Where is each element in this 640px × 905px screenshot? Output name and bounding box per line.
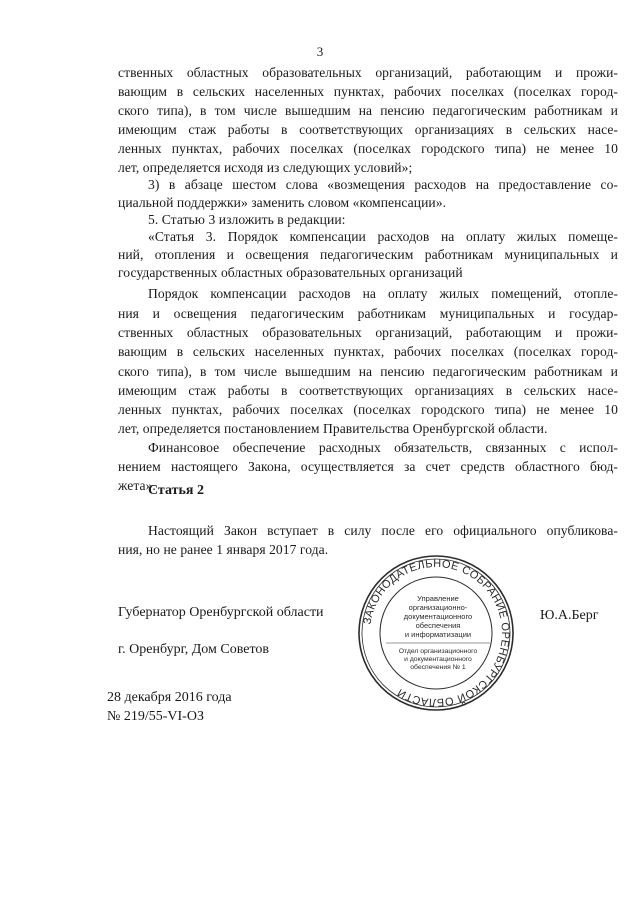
stamp-line: и документационного <box>404 656 472 663</box>
text-line: циальной поддержки» заменить словом «компенсации». <box>118 195 447 210</box>
text-line: ленных пунктах, рабочих поселках (поселках городского типа) не менее 10 <box>118 402 618 417</box>
official-stamp <box>356 553 516 713</box>
text-line: ственных областных образовательных организаций, работающим и прожи- <box>118 325 618 340</box>
text-line: лет, определяется постановлением Правительства Оренбургской области. <box>118 421 548 436</box>
text-line: ского типа), в том числе вышедшим на пенсию педагогическим работникам и <box>118 364 618 379</box>
stamp-line: и информатизации <box>404 630 472 639</box>
text-line: Порядок компенсации расходов на оплату жилых помещений, отопле- <box>148 286 618 301</box>
governor-title: Губернатор Оренбургской области <box>118 605 324 620</box>
text-line: «Статья 3. Порядок компенсации расходов на оплату жилых помеще- <box>148 229 618 244</box>
text-line: ского типа), в том числе вышедшим на пенсию педагогическим работникам и <box>118 103 618 118</box>
stamp-line: обеспечения <box>415 621 461 630</box>
date: 28 декабря 2016 года <box>107 690 232 705</box>
text-line: имеющим стаж работы в соответствующих организациях в сельских насе- <box>118 383 618 398</box>
text-line: Настоящий Закон вступает в силу после его официального опубликова- <box>148 523 618 538</box>
governor-name: Ю.А.Берг <box>540 608 599 623</box>
text-line: 3) в абзаце шестом слова «возмещения расходов на предоставление со- <box>148 177 618 192</box>
text-line: нением настоящего Закона, осуществляется за счет средств областного бюд- <box>118 459 618 474</box>
text-line: ний, отопления и освещения педагогическим работникам муниципальных и <box>118 247 618 262</box>
stamp-outer-text: ЗАКОНОДАТЕЛЬНОЕ СОБРАНИЕ ОРЕНБУРГСКОЙ ОБЛАСТИ <box>361 557 512 709</box>
text-line: ния и освещения педагогическим работникам муниципальных и государ- <box>118 306 618 321</box>
text-line: Финансовое обеспечение расходных обязательств, связанных с испол- <box>148 440 618 455</box>
stamp-line: организационно- <box>408 603 468 612</box>
text-line: вающим в сельских населенных пунктах, рабочих поселках (поселках город- <box>118 344 618 359</box>
stamp-line: Отдел организационного <box>398 648 478 655</box>
text-line: государственных областных образовательных организаций <box>118 265 463 280</box>
text-line: ленных пунктах, рабочих поселках (поселках городского типа) не менее 10 <box>118 141 618 156</box>
stamp-line: документационного <box>403 612 473 621</box>
text-line: 5. Статью 3 изложить в редакции: <box>148 212 346 227</box>
page-number: 3 <box>316 44 324 59</box>
text-line: ния, но не ранее 1 января 2017 года. <box>118 542 329 557</box>
text-line: ственных областных образовательных организаций, работающим и прожи- <box>118 65 618 80</box>
text-line: лет, определяется исходя из следующих условий»; <box>118 160 413 175</box>
stamp-line: обеспечения № 1 <box>410 664 466 671</box>
text-line: имеющим стаж работы в соответствующих организациях в сельских насе- <box>118 122 618 137</box>
text-line: вающим в сельских населенных пунктах, рабочих поселках (поселках город- <box>118 84 618 99</box>
place: г. Оренбург, Дом Советов <box>118 642 269 657</box>
document-number: № 219/55-VI-ОЗ <box>107 709 204 724</box>
article-heading: Статья 2 <box>148 483 204 498</box>
text-line: жета». <box>118 478 156 493</box>
stamp-line: Управление <box>417 594 459 603</box>
